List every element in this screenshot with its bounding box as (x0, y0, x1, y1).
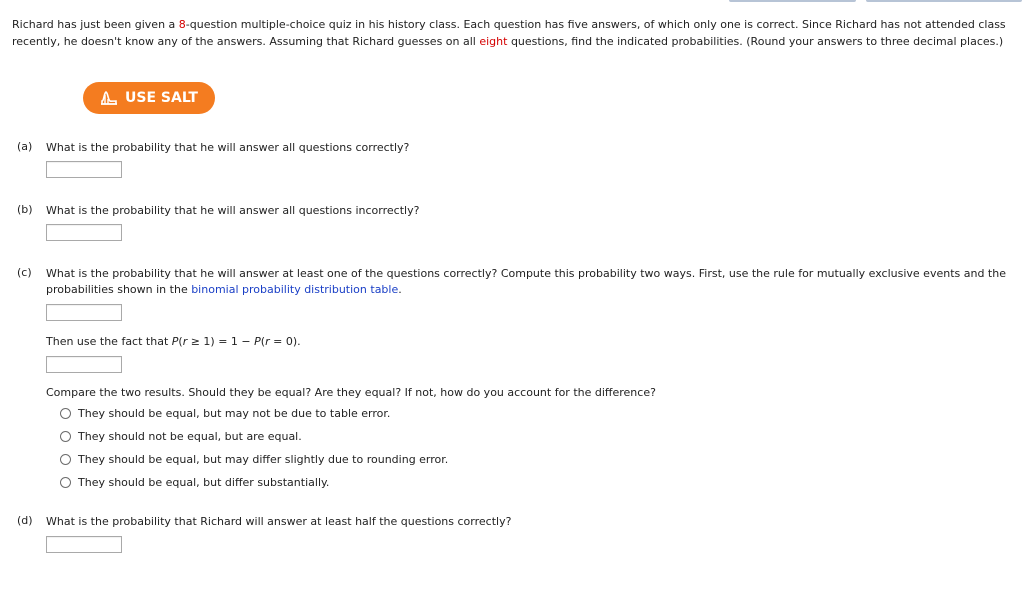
part-d-label: (d) (17, 514, 33, 527)
radio-button[interactable] (60, 477, 71, 488)
top-border (0, 0, 1024, 3)
intro-text-3: questions, find the indicated probabilities. (Round your answers to three decimal places.) (507, 35, 1004, 48)
part-d-answer-input[interactable] (46, 536, 122, 553)
option-label: They should be equal, but differ substantially. (78, 476, 330, 489)
use-salt-button[interactable] (83, 82, 215, 114)
compare-question: Compare the two results. Should they be equal? Are they equal? If not, how do you account for the difference? (46, 386, 656, 399)
option-rounding-error[interactable] (60, 453, 448, 466)
option-differ-substantially[interactable] (60, 476, 329, 489)
all-questions-word: eight (479, 35, 508, 48)
option-label: They should not be equal, but are equal. (78, 430, 302, 443)
part-c-then-text (46, 334, 301, 350)
complement-formula: P(r ≥ 1) = 1 − P(r = 0). (171, 335, 301, 348)
part-d-question: What is the probability that Richard will answer at least half the questions correctly? (46, 515, 512, 528)
option-label: They should be equal, but may not be due to table error. (78, 407, 391, 420)
binomial-table-link[interactable]: binomial probability distribution table (191, 283, 399, 296)
part-a-question: What is the probability that he will answer all questions correctly? (46, 141, 410, 154)
use-salt-label: USE SALT (125, 90, 198, 106)
part-a-label: (a) (17, 140, 33, 153)
part-c-answer-input-2[interactable] (46, 356, 122, 373)
part-c-label: (c) (17, 266, 32, 279)
option-table-error[interactable] (60, 407, 390, 420)
part-c-question-end: . (398, 283, 402, 296)
radio-button[interactable] (60, 431, 71, 442)
option-label: They should be equal, but may differ slightly due to rounding error. (78, 453, 449, 466)
part-b-label: (b) (17, 203, 33, 216)
option-not-equal-but-equal[interactable] (60, 430, 302, 443)
salt-logo-icon (100, 90, 118, 106)
part-c-question-text: What is the probability that he will answer at least one of the questions correctly? Compute this probability two ways. First, use the rule for mutually exclusive events and the probabilities shown in the (46, 267, 1006, 296)
radio-button[interactable] (60, 408, 71, 419)
part-b-answer-input[interactable] (46, 224, 122, 241)
part-c-answer-input-1[interactable] (46, 304, 122, 321)
part-c-question (46, 266, 1024, 298)
part-a-answer-input[interactable] (46, 161, 122, 178)
part-b-question: What is the probability that he will answer all questions incorrectly? (46, 204, 420, 217)
intro-text-2: -question multiple-choice quiz in his history class. Each question has five answers, of which only one is correct. Since Richard has not attended class recently, he doesn't know any of the answers. Assuming that Richard guesses on all (12, 18, 1006, 48)
part-c-then-label: Then use the fact that (46, 335, 172, 348)
num-questions-value: 8 (178, 18, 186, 31)
intro-text-1: Richard has just been given a (12, 18, 179, 31)
radio-button[interactable] (60, 454, 71, 465)
problem-intro (12, 16, 1020, 50)
